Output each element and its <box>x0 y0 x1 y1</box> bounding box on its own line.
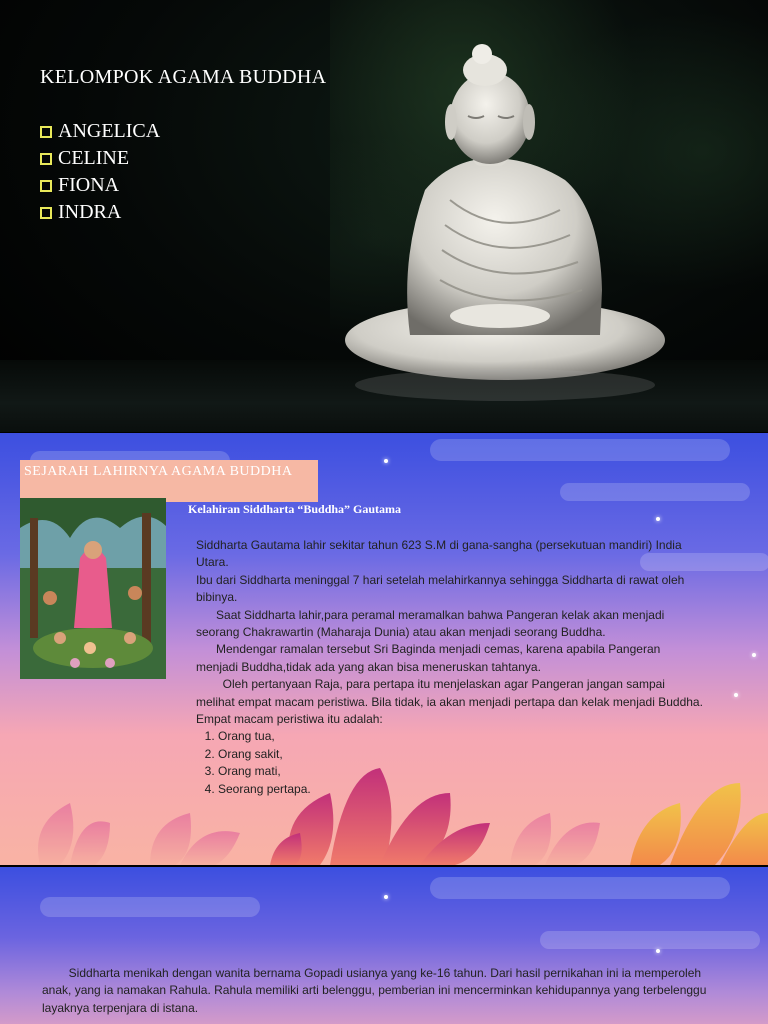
list-item: INDRA <box>40 199 160 226</box>
slide-1-title <box>0 0 768 432</box>
paragraph: Siddharta Gautama lahir sekitar tahun 623 S.M di gana-sangha (persekutuan mandiri) India Utara. <box>196 538 682 570</box>
paragraph: Siddharta menikah dengan wanita bernama Gopadi usianya yang ke-16 tahun. Dari hasil pernikahan ini ia memperoleh anak, yang ia namakan Rahula. Rahula memiliki arti belenggu, pemberian ini mencerminkan kehidupannya yang terbelenggu layaknya terpenjara di istana. <box>42 966 710 1015</box>
slide-2-birth <box>0 433 768 865</box>
cloud-decoration <box>560 483 750 501</box>
birth-of-buddha-painting <box>20 498 166 679</box>
square-bullet-icon <box>40 207 52 219</box>
list-item: CELINE <box>40 145 160 172</box>
slide-title: KELOMPOK AGAMA BUDDHA <box>40 66 327 88</box>
member-list <box>40 118 160 226</box>
buddha-statue-image <box>330 40 690 420</box>
sparkle-icon <box>384 459 388 463</box>
sparkle-icon <box>752 653 756 657</box>
list-item: 3. Orang mati, <box>218 763 704 780</box>
list-item: 2. Orang sakit, <box>218 746 704 763</box>
birth-story-text <box>196 537 707 798</box>
list-item: 4. Seorang pertapa. <box>218 781 704 798</box>
paragraph: Saat Siddharta lahir,para peramal meramalkan bahwa Pangeran kelak akan menjadi seorang Chakrawartin (Maharaja Dunia) atau akan menjadi seorang Buddha. <box>196 607 668 640</box>
lotus-flowers-decoration <box>0 763 768 865</box>
sparkle-icon <box>734 693 738 697</box>
square-bullet-icon <box>40 126 52 138</box>
list-item: FIONA <box>40 172 160 199</box>
sparkle-icon <box>656 949 660 953</box>
paragraph: Ibu dari Siddharta meninggal 7 hari setelah melahirkannya sehingga Siddharta di rawat oleh bibinya. <box>196 572 685 605</box>
slide-3-marriage <box>0 867 768 1024</box>
paragraph: Oleh pertanyaan Raja, para pertapa itu menjelaskan agar Pangeran jangan sampai melihat empat macam peristiwa. Bila tidak, ia akan menjadi pertapa dan kelak menjadi Buddha. Empat macam peristiwa itu adalah: <box>196 677 707 727</box>
list-item: 1. Orang tua, <box>218 728 704 745</box>
section-subtitle: Kelahiran Siddharta “Buddha” Gautama <box>188 502 402 516</box>
sparkle-icon <box>384 895 388 899</box>
marriage-story-text <box>42 965 714 1017</box>
cloud-decoration <box>540 931 760 949</box>
sparkle-icon <box>656 517 660 521</box>
cloud-decoration <box>430 877 730 899</box>
square-bullet-icon <box>40 153 52 165</box>
cloud-decoration <box>430 439 730 461</box>
list-item: ANGELICA <box>40 118 160 145</box>
paragraph: Mendengar ramalan tersebut Sri Baginda menjadi cemas, karena apabila Pangeran menjadi Buddha,tidak ada yang akan bisa meneruskan tahtanya. <box>196 642 664 674</box>
cloud-decoration <box>40 897 260 917</box>
square-bullet-icon <box>40 180 52 192</box>
section-title-box: SEJARAH LAHIRNYA AGAMA BUDDHA <box>20 460 318 502</box>
